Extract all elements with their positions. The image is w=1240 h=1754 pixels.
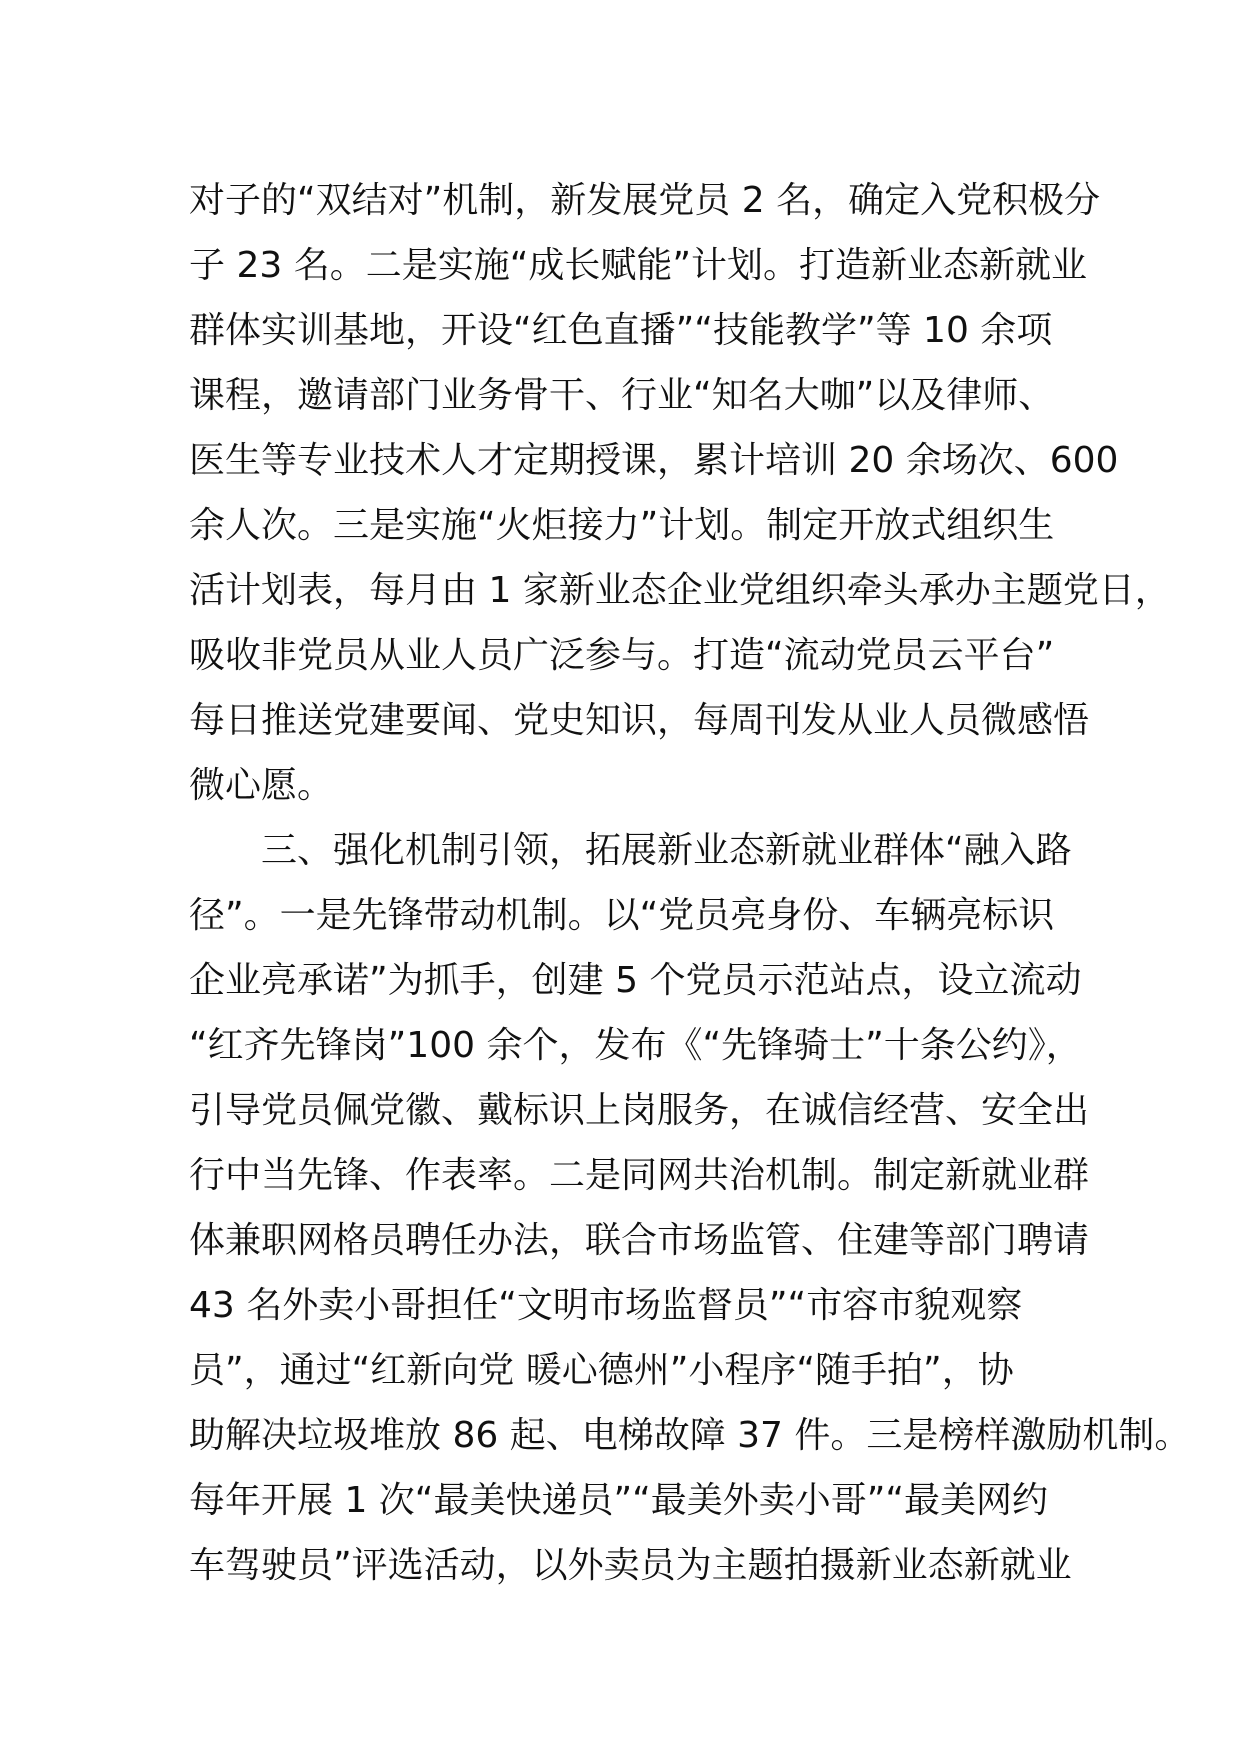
text-line: 吸收非党员从业人员广泛参与。打造“流动党员云平台” xyxy=(189,635,1055,676)
text-line: 每年开展 1 次“最美快递员”“最美外卖小哥”“最美网约 xyxy=(189,1480,1049,1521)
text-line: 径”。一是先锋带动机制。以“党员亮身份、车辆亮标识 xyxy=(189,895,1055,936)
text-line: 余人次。三是实施“火炬接力”计划。制定开放式组织生 xyxy=(189,505,1055,546)
text-line: 活计划表，每月由 1 家新业态企业党组织牵头承办主题党日， xyxy=(189,570,1171,611)
text-line: 微心愿。 xyxy=(189,765,334,806)
text-line: 课程，邀请部门业务骨干、行业“知名大咖”以及律师、 xyxy=(189,375,1055,416)
text-line: 车驾驶员”评选活动，以外卖员为主题拍摄新业态新就业 xyxy=(189,1545,1072,1586)
text-line: 助解决垃圾堆放 86 起、电梯故障 37 件。三是榜样激励机制。 xyxy=(189,1415,1191,1456)
text-line: 对子的“双结对”机制，新发展党员 2 名，确定入党积极分 xyxy=(189,180,1101,221)
text-line: 群体实训基地，开设“红色直播”“技能教学”等 10 余项 xyxy=(189,310,1053,351)
body-text xyxy=(189,168,1191,1598)
text-line: “红齐先锋岗”100 余个，发布《“先锋骑士”十条公约》， xyxy=(189,1025,1082,1066)
text-line: 43 名外卖小哥担任“文明市场监督员”“市容市貌观察 xyxy=(189,1285,1023,1326)
text-line: 引导党员佩党徽、戴标识上岗服务，在诚信经营、安全出 xyxy=(189,1090,1090,1131)
section-heading-line: 三、强化机制引领，拓展新业态新就业群体“融入路 xyxy=(261,830,1072,871)
text-line: 体兼职网格员聘任办法，联合市场监管、住建等部门聘请 xyxy=(189,1220,1090,1261)
text-line: 子 23 名。二是实施“成长赋能”计划。打造新业态新就业 xyxy=(189,245,1087,286)
text-line: 医生等专业技术人才定期授课，累计培训 20 余场次、600 xyxy=(189,440,1119,481)
text-line: 每日推送党建要闻、党史知识，每周刊发从业人员微感悟 xyxy=(189,700,1090,741)
text-line: 员”，通过“红新向党 暖心德州”小程序“随手拍”，协 xyxy=(189,1350,1014,1391)
text-line: 行中当先锋、作表率。二是同网共治机制。制定新就业群 xyxy=(189,1155,1090,1196)
text-line: 企业亮承诺”为抓手，创建 5 个党员示范站点，设立流动 xyxy=(189,960,1082,1001)
